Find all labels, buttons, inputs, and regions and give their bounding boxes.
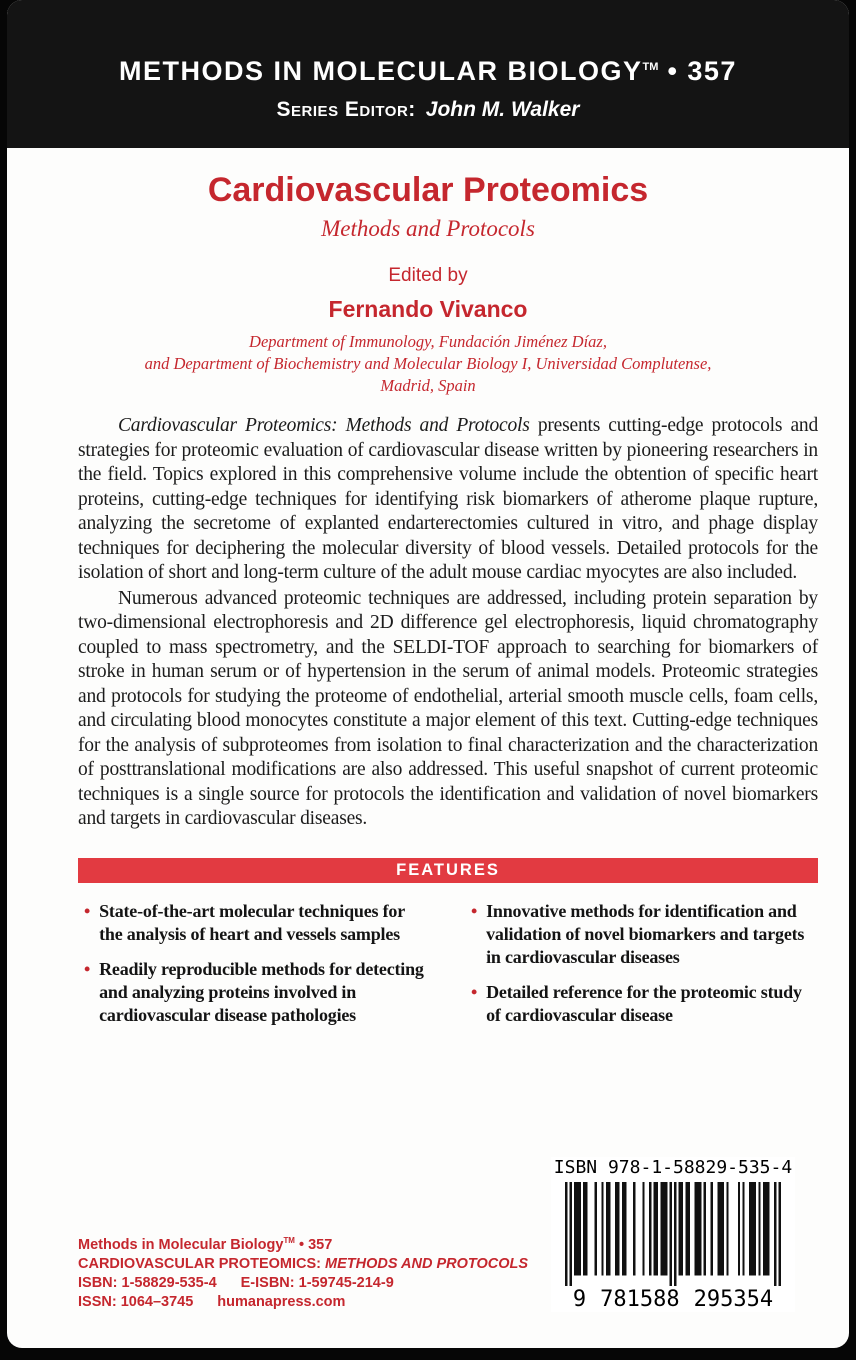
affiliation-line: Department of Immunology, Fundación Jiménez Díaz, [249, 332, 607, 351]
features-column-right [465, 900, 818, 1039]
isbn-value: ISBN: 1-58829-535-4 [78, 1275, 217, 1291]
imprint-isbn-line [78, 1274, 528, 1293]
publisher-imprint [78, 1231, 528, 1312]
barcode-isbn-label: ISBN 978-1-58829-535-4 [553, 1157, 793, 1178]
features-column-left [78, 900, 431, 1039]
description-paragraph-1-text: presents cutting-edge protocols and strategies for proteomic evaluation of cardiovascular disease written by pioneering researchers in the field. Topics explored in this comprehensive volume include the obtention of specific heart proteins, cutting-edge techniques for identifying risk biomarkers of atherome plaque rupture, analyzing the secretome of explanted endarterectomies cultured in vitro, and phage display techniques for deciphering the molecular diversity of blood vessels. Detailed protocols for the isolation of short and long-term culture of the adult mouse cardiac myocytes are also included. [78, 415, 818, 583]
series-editor-line [7, 98, 849, 122]
imprint-book-title: CARDIOVASCULAR PROTEOMICS: [78, 1256, 326, 1272]
barcode-bars [565, 1182, 781, 1286]
editor-affiliation [7, 331, 849, 397]
description-paragraph-1 [78, 414, 818, 586]
barcode-digit-group: 9 [572, 1287, 587, 1312]
feature-item [78, 900, 431, 946]
description-paragraph-2: Numerous advanced proteomic techniques are addressed, including protein separation by two-dimensional electrophoresis and 2D difference gel electrophoresis, liquid chromatography coupled to mass spectrometry, and the SELDI-TOF approach to searching for biomarkers of stroke in human serum or of hypertension in the serum of animal models. Proteomic strategies and protocols for studying the proteome of endothelial, arterial smooth muscle cells, foam cells, and circulating blood monocytes constitute a major element of this text. Cutting-edge techniques for the analysis of subproteomes from isolation to final characterization and the characterization of posttranslational modifications are also addressed. This useful snapshot of current proteomic techniques is a single source for protocols the identification and validation of novel biomarkers and targets in cardiovascular diseases. [78, 587, 818, 829]
book-description [78, 414, 818, 832]
feature-item [465, 900, 818, 969]
series-editor-label: Series Editor: [276, 98, 416, 121]
features-list [78, 900, 818, 1039]
issn-value: ISSN: 1064–3745 [78, 1294, 194, 1310]
book-back-cover [7, 0, 849, 1348]
features-banner: FEATURES [78, 858, 818, 883]
series-title [7, 56, 849, 87]
imprint-title-line [78, 1255, 528, 1274]
bullet-icon: • [84, 900, 91, 921]
imprint-series-title: Methods in Molecular Biology [78, 1237, 284, 1253]
imprint-series-line [78, 1231, 528, 1255]
isbn-barcode [551, 1157, 795, 1312]
edited-by-label: Edited by [388, 265, 468, 286]
series-title-text: METHODS IN MOLECULAR BIOLOGY [119, 56, 643, 86]
series-band [7, 0, 849, 148]
book-subtitle: Methods and Protocols [321, 216, 535, 241]
bullet-icon: • [471, 900, 478, 921]
publisher-website: humanapress.com [217, 1294, 346, 1310]
affiliation-line: Madrid, Spain [380, 376, 476, 395]
barcode-digit-group: 781588 [600, 1287, 680, 1312]
title-block [7, 171, 849, 397]
imprint-series-number: • 357 [294, 1237, 333, 1253]
feature-text: Innovative methods for identification and validation of novel biomarkers and targets in cardiovascular diseases [486, 900, 805, 967]
feature-text: Readily reproducible methods for detecting and analyzing proteins involved in cardiovascular disease pathologies [99, 958, 424, 1025]
trademark-symbol: TM [642, 61, 659, 73]
feature-item [465, 981, 818, 1027]
bullet-icon: • [471, 981, 478, 1002]
bullet-icon: • [84, 958, 91, 979]
description-italic-lead: Cardiovascular Proteomics: Methods and Protocols [118, 415, 530, 436]
barcode-number [551, 1287, 795, 1312]
series-editor-name: John M. Walker [425, 98, 580, 121]
imprint-issn-line [78, 1293, 528, 1312]
affiliation-line: and Department of Biochemistry and Molecular Biology I, Universidad Complutense, [144, 354, 712, 373]
feature-item [78, 958, 431, 1027]
imprint-book-subtitle: METHODS AND PROTOCOLS [325, 1256, 529, 1272]
feature-text: State-of-the-art molecular techniques for the analysis of heart and vessels samples [99, 900, 405, 944]
barcode-digit-group: 295354 [693, 1287, 774, 1312]
volume-editor-name: Fernando Vivanco [328, 296, 528, 322]
book-title: Cardiovascular Proteomics [207, 171, 649, 209]
feature-text: Detailed reference for the proteomic study of cardiovascular disease [486, 981, 802, 1025]
series-number: • 357 [658, 56, 737, 86]
eisbn-value: E-ISBN: 1-59745-214-9 [240, 1275, 394, 1291]
trademark-symbol: TM [283, 1236, 295, 1246]
